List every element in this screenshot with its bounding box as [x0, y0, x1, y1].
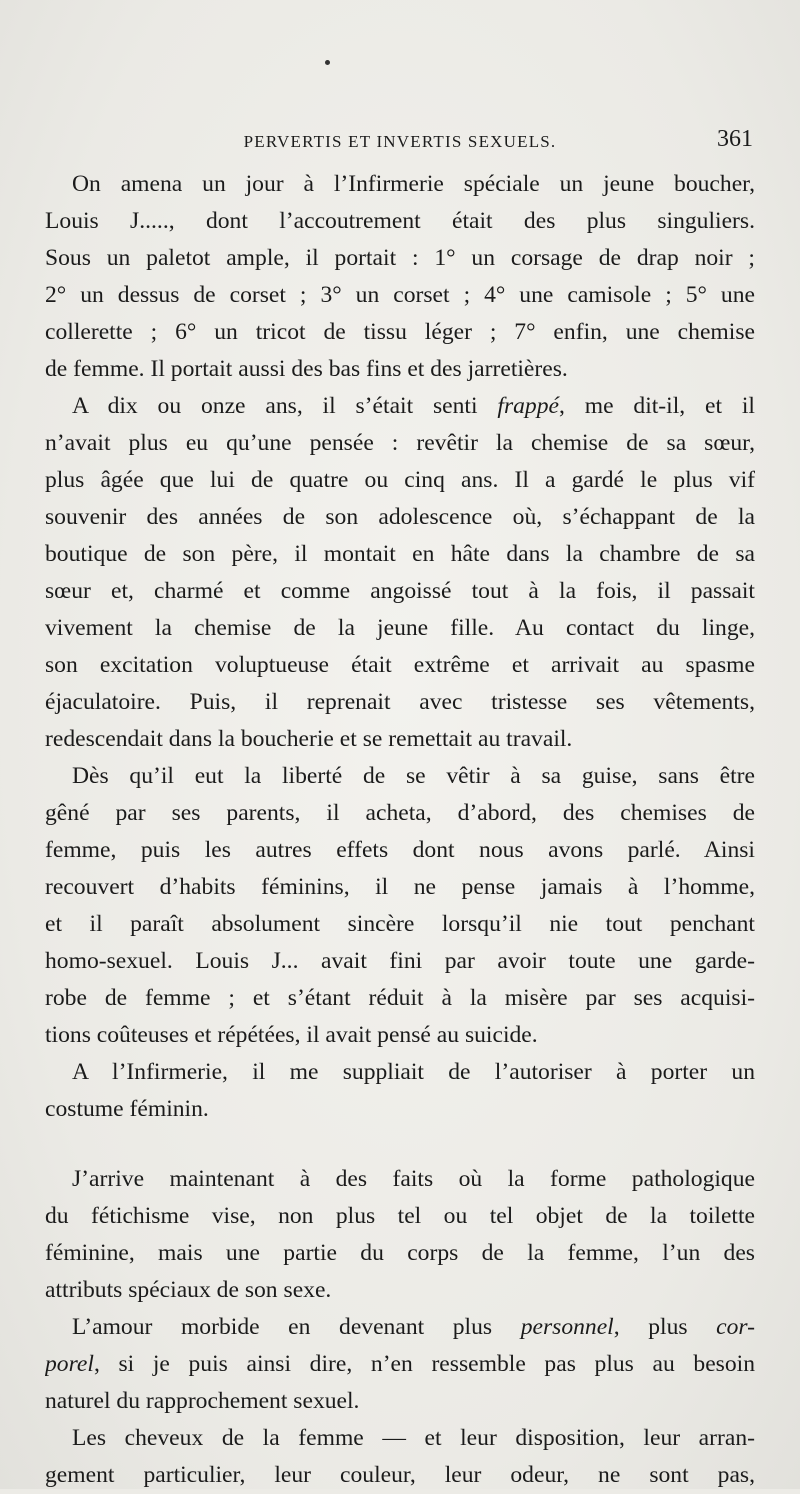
text-line: robe de femme ; et s’étant réduit à la misère par ses acquisi-	[45, 985, 755, 1011]
running-head	[45, 126, 755, 160]
text-line: sœur et, charmé et comme angoissé tout à la fois, il passait	[45, 578, 755, 604]
italic-word: frappé	[497, 393, 559, 419]
text-line: Louis J....., dont l’accoutrement était des plus singuliers.	[45, 208, 755, 234]
text-line: redescendait dans la boucherie et se remettait au travail.	[45, 726, 573, 752]
text-line: On amena un jour à l’Infirmerie spéciale un jeune boucher,	[72, 171, 755, 197]
text-line	[45, 1309, 755, 1346]
body-text	[45, 166, 755, 1494]
page-number: 361	[717, 126, 753, 152]
text-line: du fétichisme vise, non plus tel ou tel objet de la toilette	[45, 1203, 755, 1229]
text-line: éjaculatoire. Puis, il reprenait avec tristesse ses vêtements,	[45, 689, 755, 715]
text-line: gement particulier, leur couleur, leur odeur, ne sont pas,	[45, 1462, 755, 1488]
ink-speck	[325, 60, 330, 65]
text-line: n’avait plus eu qu’une pensée : revêtir la chemise de sa sœur,	[45, 430, 755, 456]
text-run: A dix ou onze ans, il s’était senti	[72, 393, 478, 419]
text-line: son excitation voluptueuse était extrême et arrivait au spasme	[45, 652, 755, 678]
text-line: homo-sexuel. Louis J... avait fini par avoir toute une garde-	[45, 948, 755, 974]
running-title: PERVERTIS ET INVERTIS SEXUELS.	[243, 132, 557, 151]
text-line: J’arrive maintenant à des faits où la forme pathologique	[72, 1166, 755, 1192]
text-line: vivement la chemise de la jeune fille. Au contact du linge,	[45, 615, 755, 641]
text-line: et il paraît absolument sincère lorsqu’il nie tout penchant	[45, 911, 755, 937]
italic-word: porel	[45, 1351, 94, 1377]
text-line: Les cheveux de la femme — et leur disposition, leur arran-	[72, 1425, 755, 1451]
text-line: A l’Infirmerie, il me suppliait de l’autoriser à porter un	[72, 1059, 755, 1085]
text-line: costume féminin.	[45, 1096, 209, 1122]
text-line: tions coûteuses et répétées, il avait pensé au suicide.	[45, 1022, 538, 1048]
text-line: femme, puis les autres effets dont nous avons parlé. Ainsi	[45, 837, 755, 863]
text-line: Dès qu’il eut la liberté de se vêtir à sa guise, sans être	[72, 763, 755, 789]
text-line: de femme. Il portait aussi des bas fins et des jarretières.	[45, 356, 568, 382]
paragraph-gap	[45, 1128, 755, 1161]
text-run: , si je puis ainsi dire, n’en ressemble pas plus au besoin	[93, 1351, 755, 1377]
text-run: , me dit-il, et il	[559, 393, 755, 419]
text-line: plus âgée que lui de quatre ou cinq ans. Il a gardé le plus vif	[45, 467, 755, 493]
text-line: collerette ; 6° un tricot de tissu léger ; 7° enfin, une chemise	[45, 319, 755, 345]
text-run: L’amour morbide en devenant plus	[72, 1314, 493, 1340]
text-line: 2° un dessus de corset ; 3° un corset ; 4° une camisole ; 5° une	[45, 282, 755, 308]
text-line: souvenir des années de son adolescence où, s’échappant de la	[45, 504, 755, 530]
italic-word: personnel	[520, 1314, 614, 1340]
text-line: boutique de son père, il montait en hâte dans la chambre de sa	[45, 541, 755, 567]
text-line: féminine, mais une partie du corps de la femme, l’un des	[45, 1240, 755, 1266]
text-line: gêné par ses parents, il acheta, d’abord, des chemises de	[45, 800, 755, 826]
text-run: , plus	[613, 1314, 688, 1340]
text-line: recouvert d’habits féminins, il ne pense jamais à l’homme,	[45, 874, 755, 900]
text-line: Sous un paletot ample, il portait : 1° un corsage de drap noir ;	[45, 245, 755, 271]
italic-word: cor-	[716, 1314, 755, 1340]
text-line	[45, 1346, 755, 1383]
text-line	[45, 388, 755, 425]
text-line: attributs spéciaux de son sexe.	[45, 1277, 332, 1303]
text-line: naturel du rapprochement sexuel.	[45, 1388, 360, 1414]
